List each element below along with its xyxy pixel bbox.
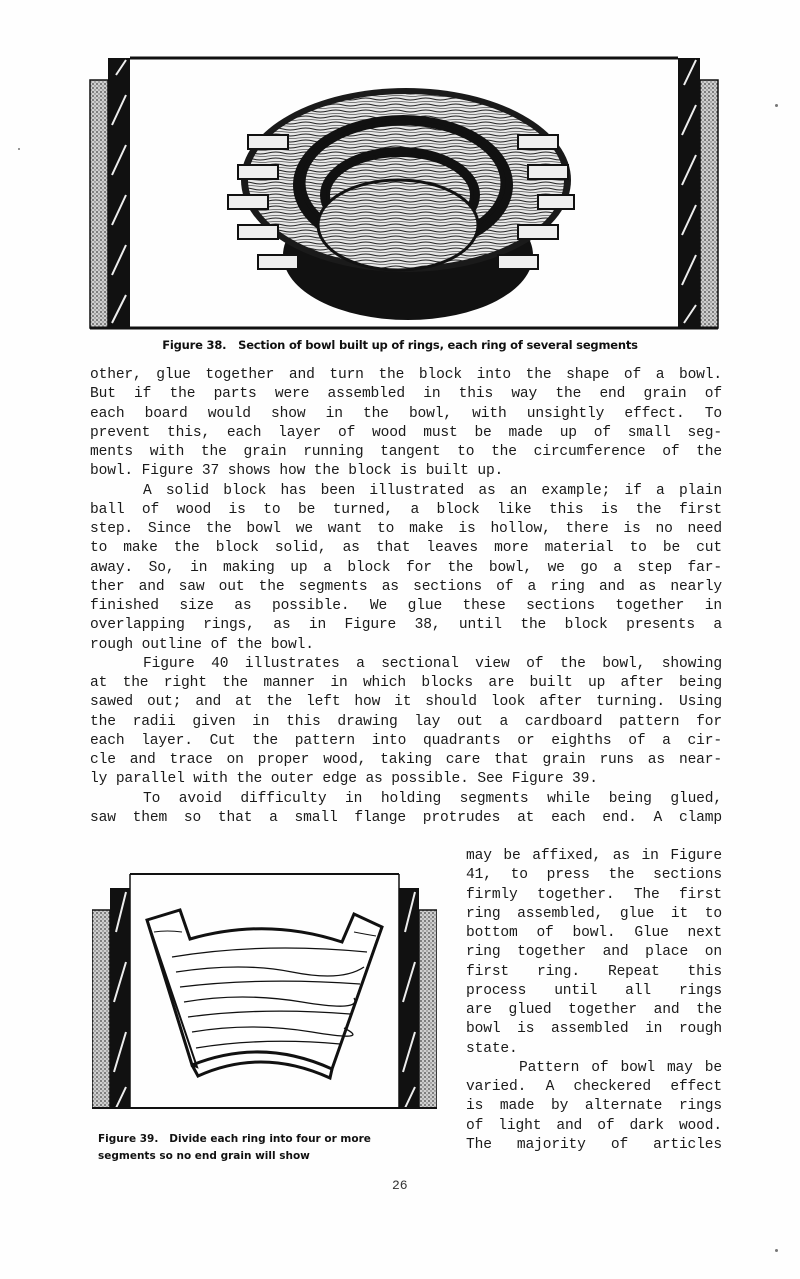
text-line: are glued together and the — [466, 1002, 722, 1018]
main-body-text — [90, 366, 722, 828]
scan-speck — [775, 1249, 778, 1252]
text-line: 41, to press the sections — [466, 867, 722, 884]
text-line: Pattern of bowl may be — [519, 1059, 722, 1076]
text-line: state. — [466, 1040, 518, 1057]
scan-speck — [18, 148, 20, 150]
right-frame-stipple — [419, 910, 437, 1108]
text-line: the radii given in this drawing lay out a cardboard pattern for — [90, 713, 722, 730]
left-frame-post — [110, 888, 130, 1108]
text-line: firmly together. The first — [466, 886, 722, 903]
figure-39-label: Figure 39. — [98, 1133, 159, 1145]
text-line: ments with the grain running tangent to the circumference of the — [90, 444, 722, 460]
text-line: cle and trace on proper wood, taking care that grain runs as near- — [90, 752, 722, 768]
text-line: finished size as possible. We glue these sections together in — [90, 598, 722, 614]
text-line: bowl is assembled in rough — [466, 1021, 722, 1038]
text-line: The majority of articles — [466, 1136, 722, 1153]
text-line: process until all rings — [466, 982, 722, 999]
right-column-text — [466, 847, 722, 1155]
text-line: To avoid difficulty in holding segments while being glued, — [143, 790, 722, 807]
text-line: But if the parts were assembled in this way the end grain of — [90, 386, 722, 403]
left-frame-post — [108, 58, 130, 328]
right-frame-stipple — [700, 80, 718, 328]
text-line: saw them so that a small flange protrudes at each end. A clamp — [90, 809, 722, 826]
text-line: each layer. Cut the pattern into quadrants or eighths of a cir- — [90, 732, 722, 749]
text-line: rough outline of the bowl. — [90, 636, 314, 653]
bowl-drawing — [228, 88, 574, 320]
text-line: at the right the manner in which blocks are built up after being — [90, 675, 722, 691]
text-line: other, glue together and turn the block into the shape of a bowl. — [90, 367, 722, 383]
text-line: ring assembled, glue it to — [466, 905, 722, 922]
figure-39-caption — [98, 1131, 418, 1165]
text-line: sawed out; and at the left how it should look after turning. Using — [90, 694, 722, 711]
figure-38-label: Figure 38. — [162, 338, 227, 352]
text-line: bowl. Figure 37 shows how the block is built up. — [90, 463, 504, 480]
figure-39-caption-line2: segments so no end grain will show — [98, 1150, 310, 1162]
scan-speck — [775, 104, 778, 107]
text-line: ball of wood is to be turned, a block like this is the first — [90, 501, 722, 518]
text-line: bottom of bowl. Glue next — [466, 925, 722, 941]
text-line: overlapping rings, as in Figure 38, until the block presents a — [90, 617, 722, 634]
text-line: ly parallel with the outer edge as possible. See Figure 39. — [90, 771, 598, 788]
figure-39-caption-line1: Divide each ring into four or more — [169, 1133, 371, 1145]
figure-38-illustration — [88, 55, 720, 330]
text-line: away. So, in making up a block for the bowl, we go a step far- — [90, 559, 722, 576]
text-line: is made by alternate rings — [466, 1098, 722, 1115]
page-number: 26 — [392, 1178, 408, 1193]
text-line: to make the block solid, as that leaves more material to be cut — [90, 540, 722, 557]
ring-segment-drawing — [147, 910, 382, 1078]
text-line: of light and of dark wood. — [466, 1117, 722, 1134]
left-frame-stipple — [90, 80, 108, 328]
text-line: step. Since the bowl we want to make is hollow, there is no need — [90, 521, 722, 537]
text-line: prevent this, each layer of wood must be made up of small seg- — [90, 424, 722, 441]
right-frame-post — [678, 58, 700, 328]
text-line: ring together and place on — [466, 944, 722, 961]
text-line: each board would show in the bowl, with unsightly effect. To — [90, 405, 722, 422]
figure-39-illustration — [92, 872, 437, 1110]
left-frame-stipple — [92, 910, 110, 1108]
text-line: A solid block has been illustrated as an example; if a plain — [143, 482, 722, 499]
text-line: varied. A checkered effect — [466, 1079, 722, 1095]
text-line: first ring. Repeat this — [466, 963, 722, 980]
text-line: Figure 40 illustrates a sectional view of the bowl, showing — [143, 655, 722, 672]
right-frame-post — [399, 888, 419, 1108]
figure-38-caption-text: Section of bowl built up of rings, each ring of several segments — [238, 338, 638, 352]
text-line: ther and saw out the segments as sections of a ring and as nearly — [90, 578, 722, 595]
text-line: may be affixed, as in Figure — [466, 848, 722, 864]
figure-38-caption — [0, 338, 800, 352]
